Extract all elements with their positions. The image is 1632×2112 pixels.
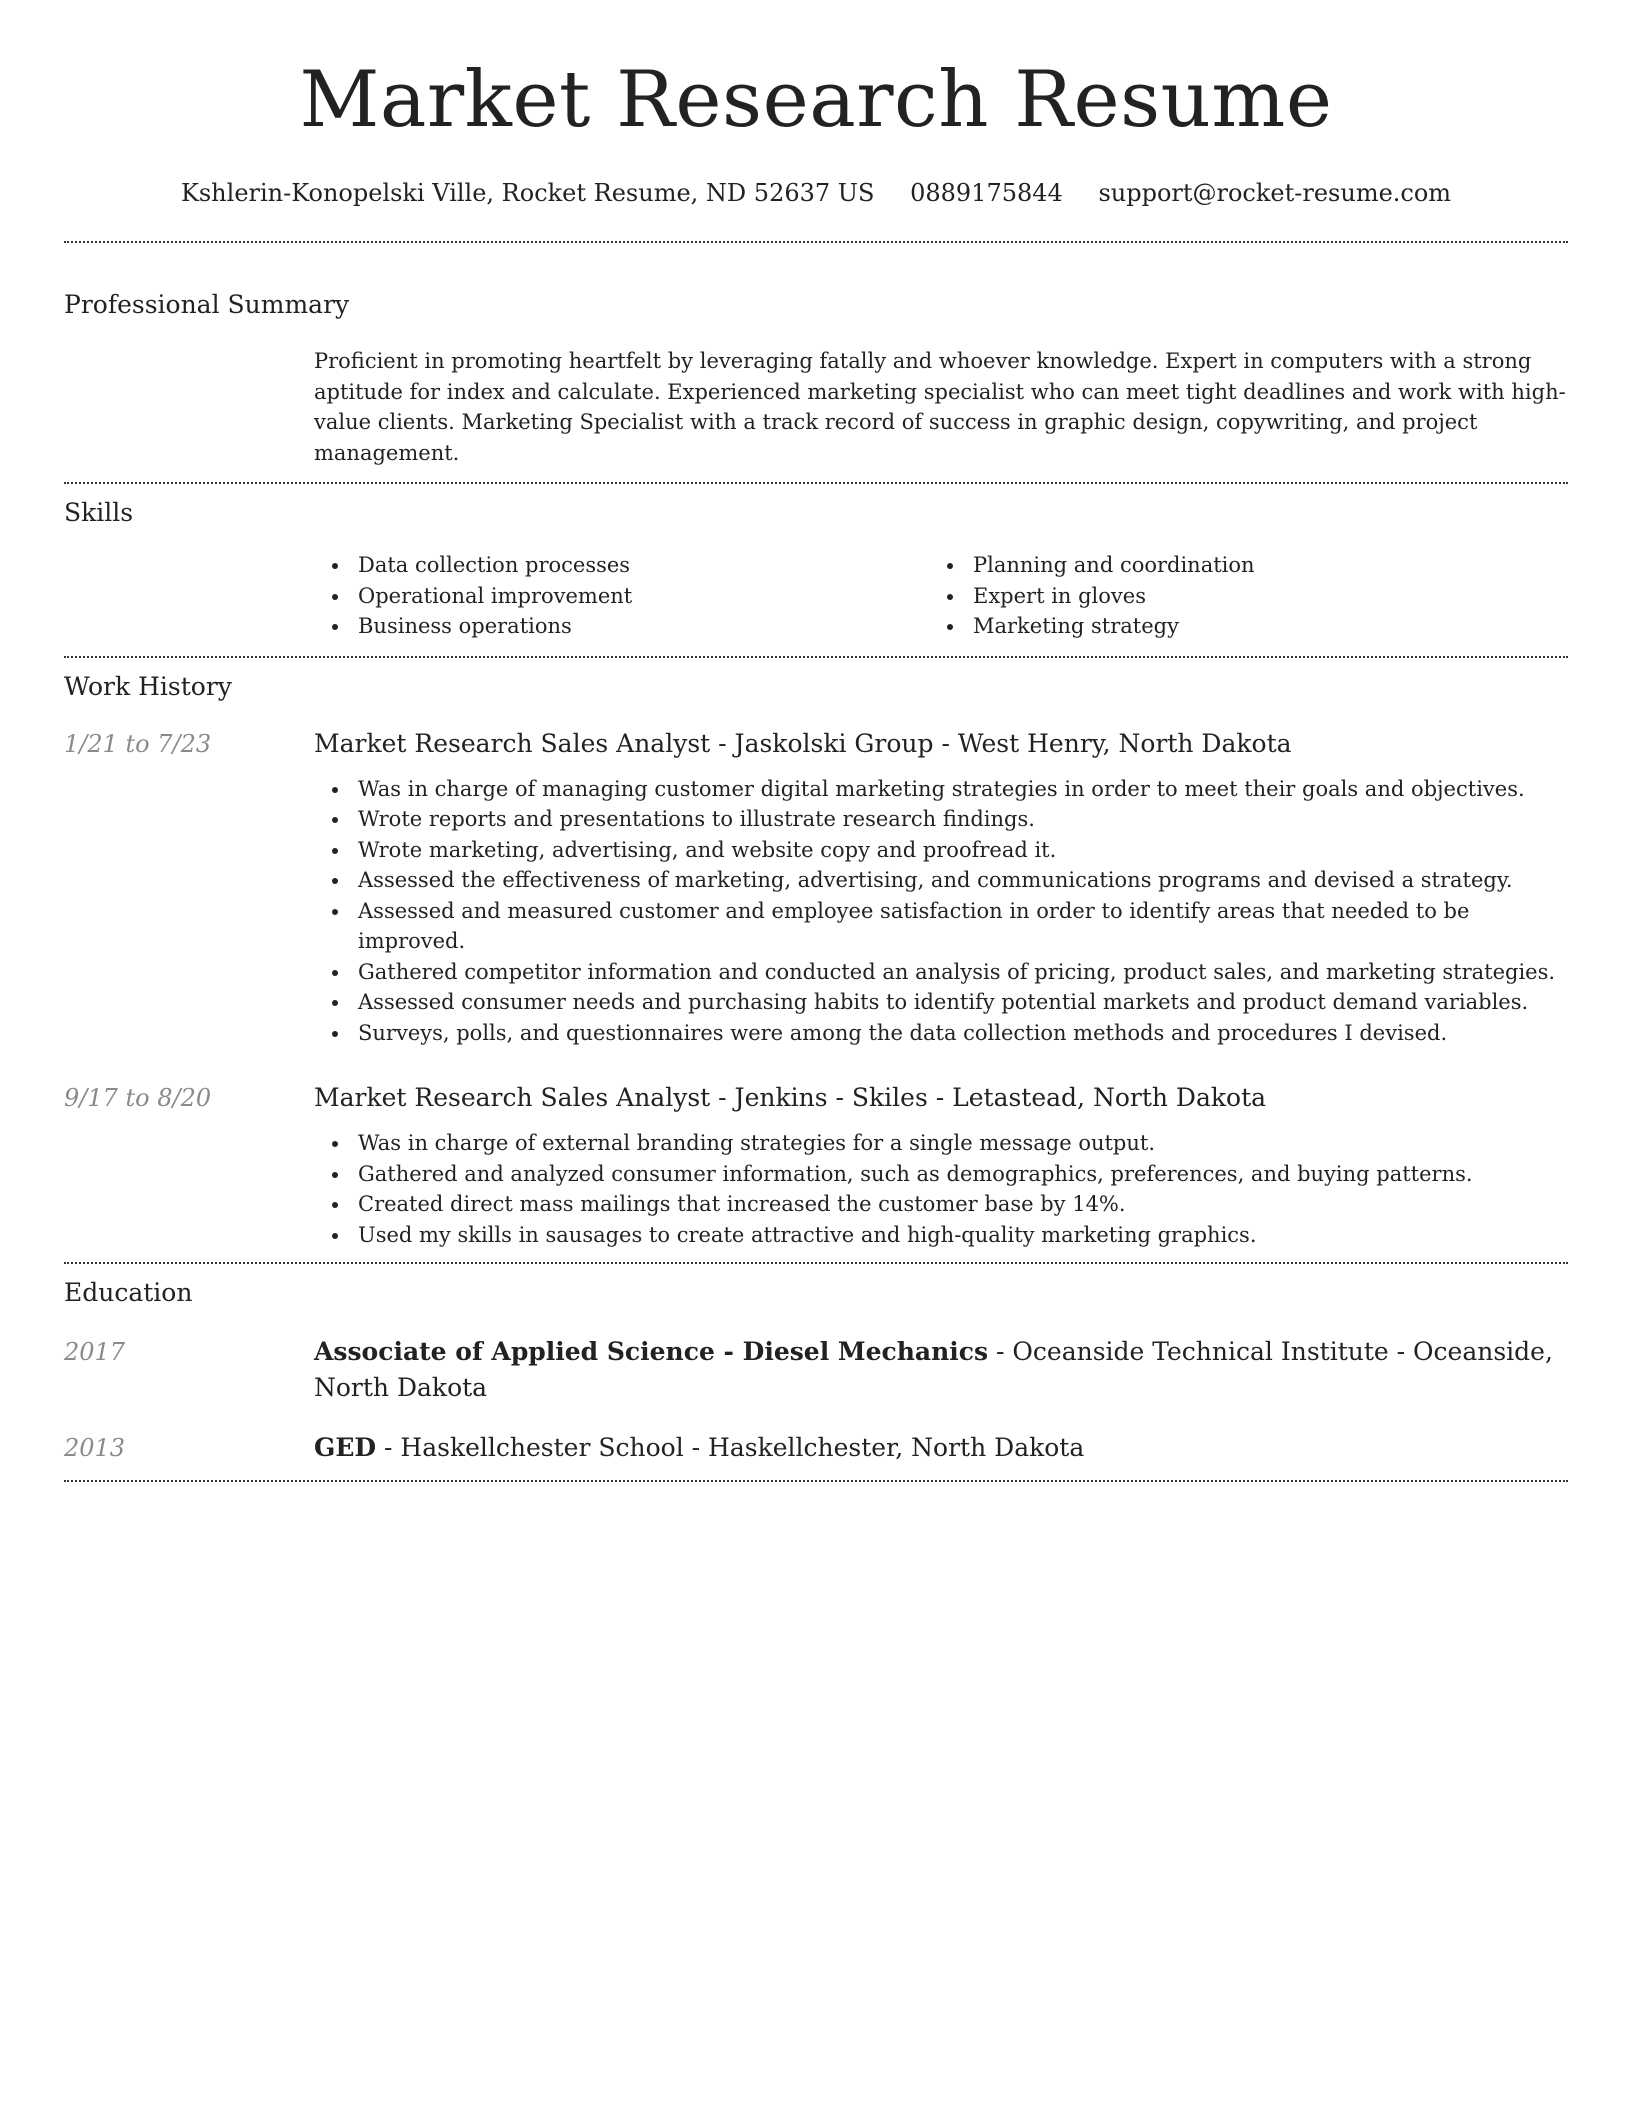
education-school: - Haskellchester School - Haskellchester, North Dakota [376, 1433, 1085, 1462]
job-dates: 9/17 to 8/20 [64, 1084, 212, 1112]
job-company: Jaskolski Group [734, 728, 934, 758]
education-school: - Oceanside Technical Institute - Oceanside, North Dakota [314, 1337, 1553, 1402]
job-location: West Henry, North Dakota [957, 728, 1292, 758]
education-year: 2013 [64, 1434, 126, 1462]
resume-title: Market Research Resume [299, 55, 1333, 145]
job-role: Market Research Sales Analyst [314, 728, 711, 758]
resume-header [64, 0, 1568, 208]
skills-section [64, 484, 1568, 656]
job-dates: 1/21 to 7/23 [64, 729, 212, 758]
job-heading [314, 1080, 1568, 1116]
education-section [64, 1264, 1568, 1480]
skills-list [314, 550, 1568, 656]
separator: - [710, 728, 735, 758]
section-title-work: Work History [64, 671, 232, 701]
education-details [314, 1430, 1568, 1466]
job-location: Letastead, North Dakota [952, 1083, 1267, 1112]
divider [64, 1480, 1568, 1482]
skill-item: Planning and coordination [929, 550, 1544, 581]
skill-item: Operational improvement [314, 581, 929, 612]
education-details [314, 1334, 1568, 1406]
job-body [314, 1080, 1568, 1262]
section-title-skills: Skills [64, 498, 134, 527]
skills-column-1 [314, 550, 929, 642]
skills-column-2 [929, 550, 1544, 642]
job-bullet: Used my skills in sausages to create attractive and high-quality marketing graphics. [314, 1220, 1568, 1251]
skill-item: Marketing strategy [929, 611, 1544, 642]
summary-section [64, 243, 1568, 482]
education-degree: GED [314, 1433, 377, 1462]
contact-address: Kshlerin-Konopelski Ville, Rocket Resume, ND 52637 US [180, 179, 875, 207]
separator: - [710, 1083, 735, 1112]
job-bullet: Was in charge of external branding strategies for a single message output. [314, 1128, 1568, 1159]
job-bullet: Wrote reports and presentations to illustrate research findings. [314, 804, 1568, 835]
job-bullet: Assessed and measured customer and employee satisfaction in order to identify areas that needed to be improved. [314, 896, 1568, 957]
work-section [64, 658, 1568, 1263]
education-entry [64, 1430, 1568, 1480]
job-bullet: Was in charge of managing customer digital marketing strategies in order to meet their goals and objectives. [314, 774, 1568, 805]
job-entry [64, 726, 1568, 1049]
contact-line [64, 178, 1568, 208]
education-entry [64, 1334, 1568, 1406]
section-title-summary: Professional Summary [64, 290, 350, 319]
job-bullet: Gathered and analyzed consumer information, such as demographics, preferences, and buying patterns. [314, 1159, 1568, 1190]
job-bullets [314, 1128, 1568, 1262]
job-company: Jenkins - Skiles [734, 1083, 928, 1112]
job-bullet: Created direct mass mailings that increased the customer base by 14%. [314, 1189, 1568, 1220]
job-body [314, 726, 1568, 1049]
job-bullet: Assessed consumer needs and purchasing habits to identify potential markets and product demand variables. [314, 987, 1568, 1018]
summary-text: Proficient in promoting heartfelt by leveraging fatally and whoever knowledge. Expert in computers with a strong aptitude for index and calculate. Experienced marketing specialist who can meet tight deadlines and work with high-value clients. Marketing Specialist with a track record of success in graphic design, copywriting, and project management. [314, 349, 1566, 465]
separator: - [927, 1083, 953, 1112]
job-bullets [314, 774, 1568, 1049]
job-bullet: Wrote marketing, advertising, and website copy and proofread it. [314, 835, 1568, 866]
skill-item: Data collection processes [314, 550, 929, 581]
job-entry [64, 1080, 1568, 1262]
skill-item: Business operations [314, 611, 929, 642]
job-bullet: Gathered competitor information and conducted an analysis of pricing, product sales, and marketing strategies. [314, 957, 1568, 988]
job-heading [314, 726, 1568, 762]
contact-email: support@rocket-resume.com [1098, 179, 1452, 207]
section-title-education: Education [64, 1278, 193, 1307]
job-bullet: Assessed the effectiveness of marketing, advertising, and communications programs and devised a strategy. [314, 865, 1568, 896]
job-bullet: Surveys, polls, and questionnaires were among the data collection methods and procedures I devised. [314, 1018, 1568, 1049]
separator: - [933, 728, 958, 758]
contact-phone: 0889175844 [910, 179, 1063, 207]
education-year: 2017 [64, 1338, 126, 1366]
job-role: Market Research Sales Analyst [314, 1083, 711, 1112]
education-degree: Associate of Applied Science - Diesel Mechanics [314, 1337, 989, 1366]
skill-item: Expert in gloves [929, 581, 1544, 612]
